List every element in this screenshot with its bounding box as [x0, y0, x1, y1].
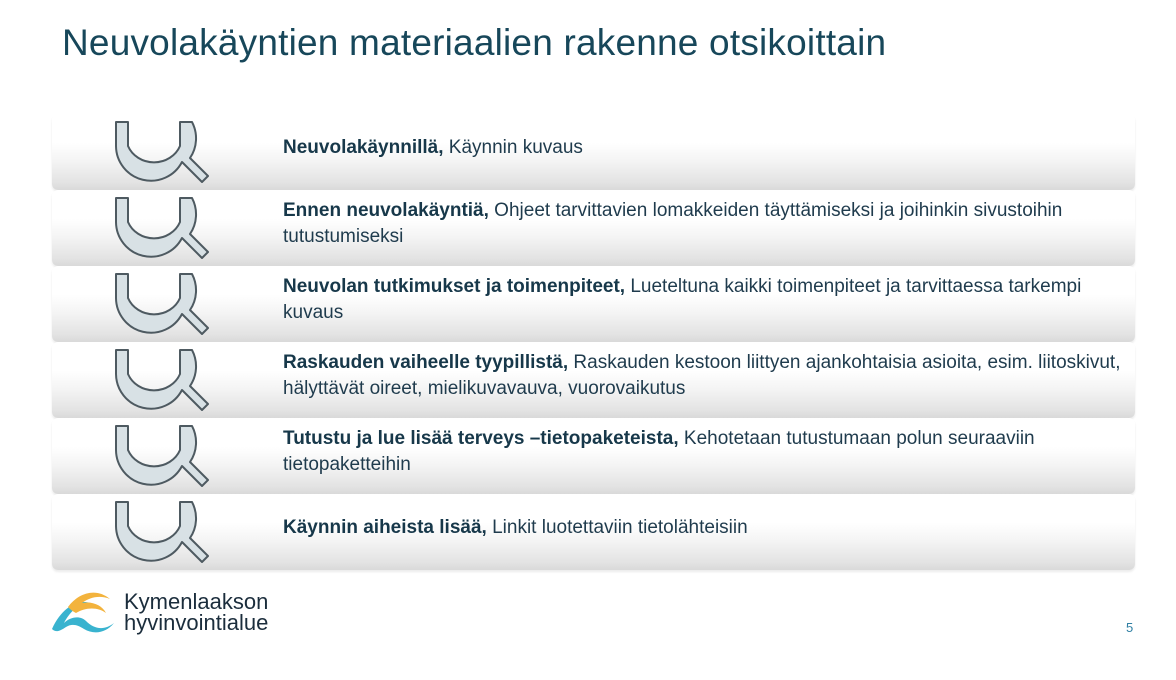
- magnifier-icon: [110, 500, 212, 568]
- topic-heading: Tutustu ja lue lisää terveys –tietopaketeista,: [283, 428, 679, 449]
- topic-detail: Linkit luotettaviin tietolähteisiin: [486, 517, 748, 538]
- topic-row: [52, 494, 1135, 570]
- topic-heading: Neuvolan tutkimukset ja toimenpiteet,: [283, 276, 626, 297]
- topic-heading: Raskauden vaiheelle tyypillistä,: [283, 352, 569, 373]
- topic-description: [283, 494, 1125, 562]
- slide-title: Neuvolakäyntien materiaalien rakenne otsikoittain: [62, 22, 887, 63]
- topic-row: [52, 266, 1135, 342]
- topic-heading: Neuvolakäynnillä,: [283, 137, 444, 158]
- topic-row: [52, 342, 1135, 418]
- organization-logo: [50, 588, 268, 636]
- topic-row: [52, 114, 1135, 190]
- magnifier-icon: [110, 120, 212, 188]
- topic-row: [52, 190, 1135, 266]
- topic-description: [283, 114, 1125, 182]
- magnifier-icon: [110, 272, 212, 340]
- topic-heading: Ennen neuvolakäyntiä,: [283, 200, 489, 221]
- logo-wordmark: [124, 591, 268, 633]
- topic-heading: Käynnin aiheista lisää,: [283, 517, 487, 538]
- magnifier-icon: [110, 348, 212, 416]
- topic-detail: Kehotetaan tutustumaan polun seuraaviin tietopaketteihin: [283, 428, 1035, 475]
- topic-detail: Raskauden kestoon liittyen ajankohtaisia asioita, esim. liitoskivut, hälyttävät oireet, mielikuvavauva, vuorovaikutus: [283, 352, 1121, 399]
- topic-detail: Lueteltuna kaikki toimenpiteet ja tarvittaessa tarkempi kuvaus: [283, 276, 1082, 323]
- topic-list: [52, 114, 1135, 570]
- topic-detail: Ohjeet tarvittavien lomakkeiden täyttämiseksi ja joihinkin sivustoihin tutustumiseksi: [283, 200, 1063, 247]
- wave-logo-icon: [50, 589, 116, 635]
- topic-description: [283, 190, 1125, 258]
- topic-description: [283, 342, 1125, 410]
- topic-detail: Käynnin kuvaus: [443, 137, 583, 158]
- magnifier-icon: [110, 196, 212, 264]
- topic-description: [283, 418, 1125, 486]
- topic-description: [283, 266, 1125, 334]
- magnifier-icon: [110, 424, 212, 492]
- logo-line-2: hyvinvointialue: [124, 610, 269, 635]
- logo-line-1: Kymenlaakson: [124, 589, 269, 614]
- page-number: 5: [1126, 620, 1134, 635]
- topic-row: [52, 418, 1135, 494]
